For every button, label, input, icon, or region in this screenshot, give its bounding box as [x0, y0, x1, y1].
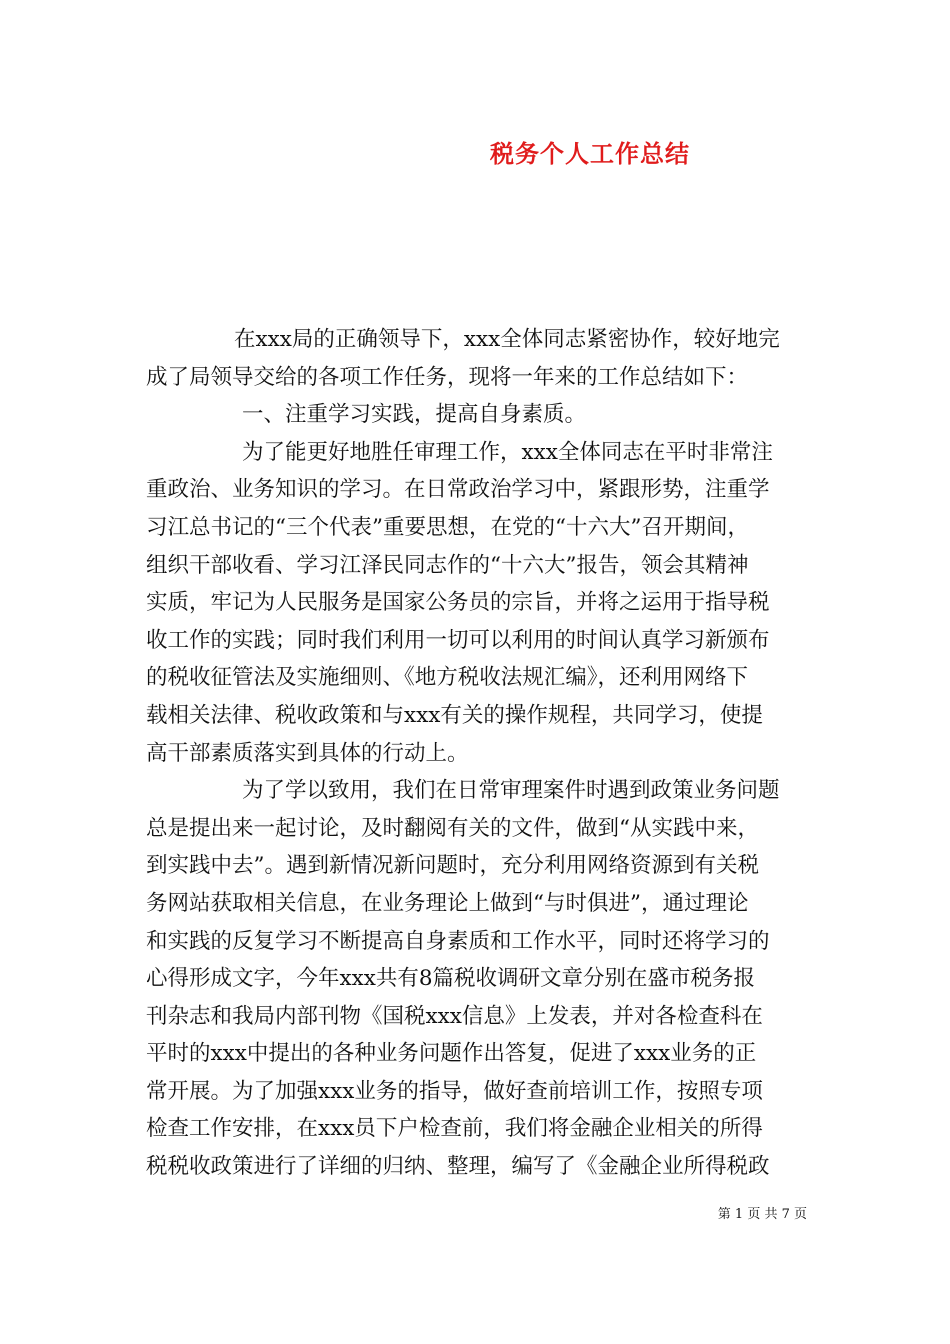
- page-number: 第 1 页 共 7 页: [717, 1207, 807, 1222]
- body-line: 习江总书记的“三个代表”重要思想，在党的“十六大”召开期间，: [146, 514, 749, 540]
- body-line: 检查工作安排，在xxx员下户检查前，我们将金融企业相关的所得: [146, 1116, 763, 1142]
- body-line: 收工作的实践；同时我们利用一切可以利用的时间认真学习新颁布: [146, 627, 770, 653]
- body-line: 和实践的反复学习不断提高自身素质和工作水平，同时还将学习的: [146, 928, 770, 954]
- body-line: 实质，牢记为人民服务是国家公务员的宗旨，并将之运用于指导税: [146, 590, 770, 616]
- section-heading: 一、注重学习实践，提高自身素质。: [242, 402, 587, 428]
- body-line: 心得形成文字，今年xxx共有8篇税收调研文章分别在盛市税务报: [146, 966, 756, 992]
- body-line: 务网站获取相关信息，在业务理论上做到“与时俱进”，通过理论: [146, 890, 749, 916]
- body-line: 在xxx局的正确领导下，xxx全体同志紧密协作，较好地完: [234, 327, 780, 352]
- body-line: 组织干部收看、学习江泽民同志作的“十六大”报告，领会其精神: [146, 552, 749, 578]
- body-line: 税税收政策进行了详细的归纳、整理，编写了《金融企业所得税政: [146, 1154, 770, 1180]
- body-line: 为了能更好地胜任审理工作，xxx全体同志在平时非常注: [242, 439, 773, 465]
- body-line: 刊杂志和我局内部刊物《国税xxx信息》上发表，并对各检查科在: [146, 1003, 763, 1029]
- body-line: 到实践中去”。遇到新情况新问题时，充分利用网络资源到有关税: [146, 853, 759, 879]
- body-line: 重政治、业务知识的学习。在日常政治学习中，紧跟形势，注重学: [146, 477, 770, 503]
- body-line: 平时的xxx中提出的各种业务问题作出答复，促进了xxx业务的正: [146, 1041, 757, 1067]
- body-line: 高干部素质落实到具体的行动上。: [146, 740, 469, 766]
- document-body: [146, 321, 810, 1186]
- document-title: 税务个人工作总结: [490, 139, 690, 168]
- body-line: 总是提出来一起讨论，及时翻阅有关的文件，做到“从实践中来，: [146, 815, 759, 841]
- body-line: 为了学以致用，我们在日常审理案件时遇到政策业务问题: [242, 778, 780, 804]
- body-line: 成了局领导交给的各项工作任务，现将一年来的工作总结如下：: [146, 364, 749, 390]
- body-line: 的税收征管法及实施细则、《地方税收法规汇编》，还利用网络下: [146, 665, 749, 691]
- body-line: 载相关法律、税收政策和与xxx有关的操作规程，共同学习，使提: [146, 702, 763, 728]
- body-line: 常开展。为了加强xxx业务的指导，做好查前培训工作，按照专项: [146, 1078, 763, 1104]
